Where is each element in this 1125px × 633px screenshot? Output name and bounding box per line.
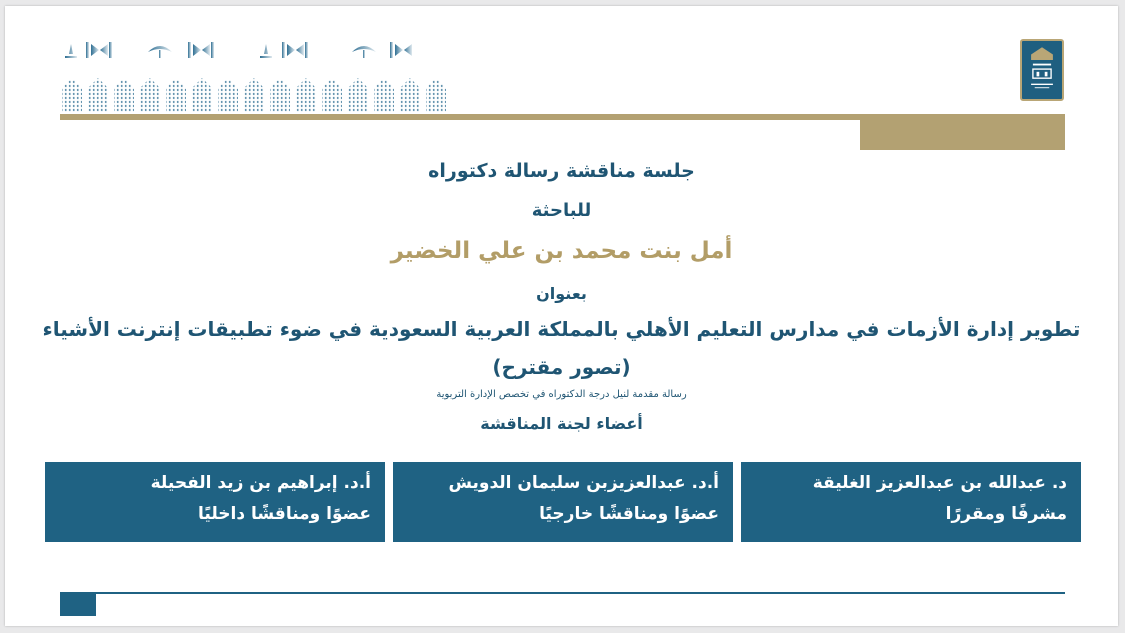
committee-members (45, 462, 1081, 542)
footer-line (60, 592, 1065, 594)
degree-note: رسالة مقدمة لنيل درجة الدكتوراه في تخصص الإدارة التربوية (436, 389, 687, 400)
committee-heading: أعضاء لجنة المناقشة (480, 414, 643, 433)
footer-block (60, 594, 96, 616)
member-role: عضوًا ومناقشًا داخليًا (198, 504, 371, 524)
university-logo-icon (1020, 39, 1064, 101)
header-gold-block (860, 114, 1065, 150)
title-intro: بعنوان (536, 284, 587, 303)
session-heading: جلسة مناقشة رسالة دكتوراه (428, 160, 695, 182)
member-role: مشرفًا ومقررًا (945, 504, 1067, 524)
committee-member-card (393, 462, 733, 542)
committee-member-card (45, 462, 385, 542)
presentation-slide (5, 6, 1118, 626)
member-name: أ.د. عبدالعزيزبن سليمان الدويش (448, 473, 719, 493)
thesis-title: تطوير إدارة الأزمات في مدارس التعليم الأهلي بالمملكة العربية السعودية في ضوء تطبيقات إنترنت الأشياء (42, 317, 1081, 341)
member-name: أ.د. إبراهيم بن زيد الفحيلة (150, 473, 371, 493)
researcher-name: أمل بنت محمد بن علي الخضير (390, 238, 733, 264)
decorative-pattern-icon (60, 36, 450, 116)
member-name: د. عبدالله بن عبدالعزيز الغليقة (812, 473, 1067, 493)
member-role: عضوًا ومناقشًا خارجيًا (539, 504, 719, 524)
researcher-label: للباحثة (531, 200, 592, 221)
thesis-subtitle: (تصور مقترح) (492, 355, 631, 379)
committee-member-card (741, 462, 1081, 542)
